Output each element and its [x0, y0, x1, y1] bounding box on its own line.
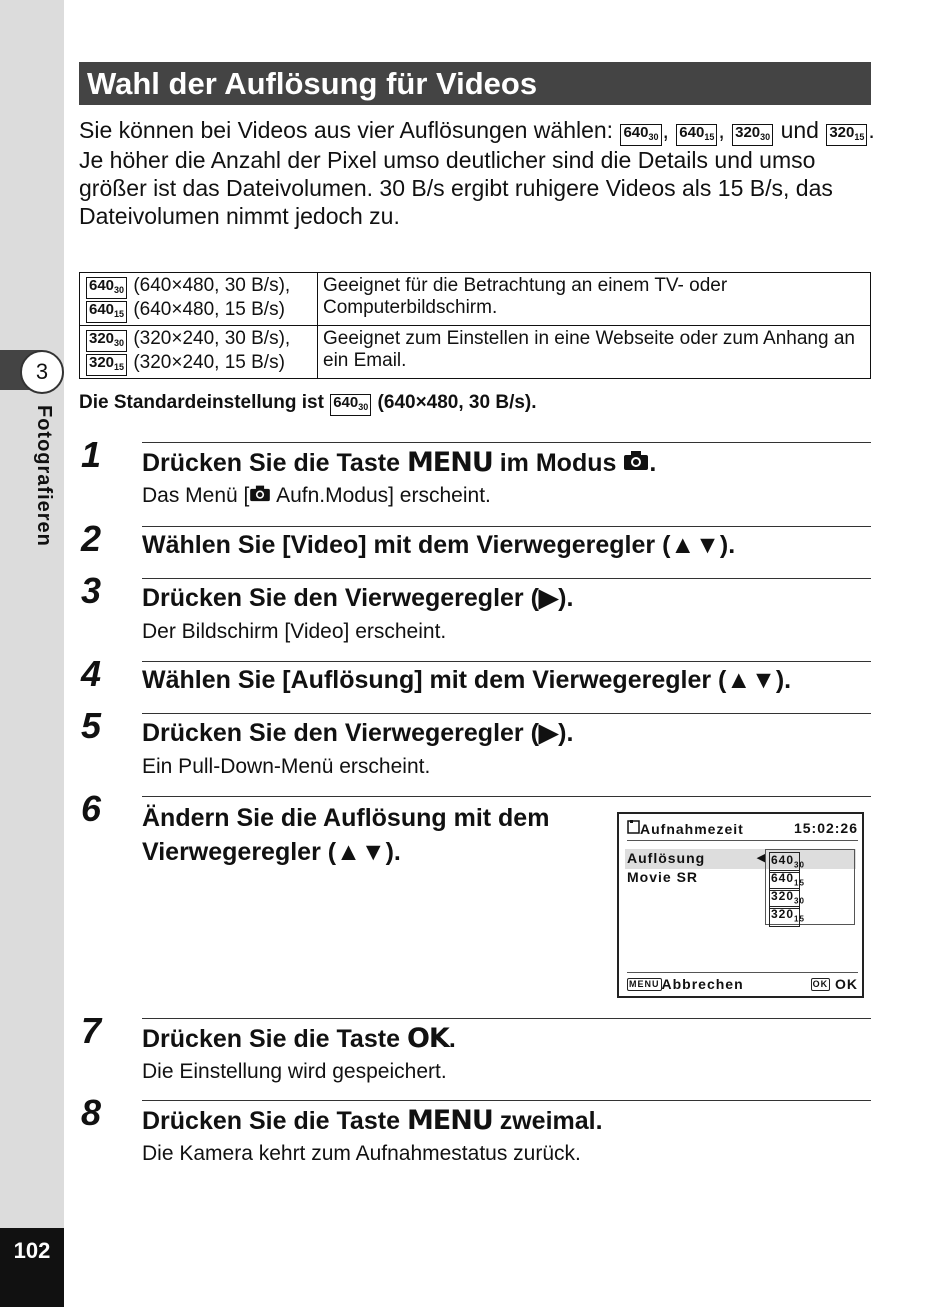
step-divider: [142, 526, 871, 527]
res-value: 320: [89, 330, 115, 347]
res-fps: 30: [760, 132, 771, 142]
step-heading: Drücken Sie die Taste MENU im Modus .: [142, 447, 657, 478]
step-heading-text: .: [448, 1025, 456, 1053]
lcd-time: 15:02:26: [793, 820, 858, 836]
step-number: 3: [81, 570, 102, 611]
res-value: 320: [89, 354, 115, 371]
res-640-15-icon: [86, 301, 127, 323]
step-heading-text: Drücken Sie die Taste: [142, 1107, 400, 1135]
res-value: 320: [771, 889, 795, 903]
step-divider: [142, 1018, 871, 1019]
res-value: 640: [89, 301, 115, 318]
res-640-30-icon: [330, 394, 371, 416]
menu-key-icon: MENU: [629, 979, 660, 989]
lcd-footer: [627, 972, 858, 992]
res-fps: 30: [794, 896, 805, 906]
res-value: 640: [679, 124, 705, 141]
res-320-15-icon: [86, 354, 127, 376]
camera-mode-icon: [623, 449, 649, 477]
res-320-30-icon: [732, 124, 773, 146]
step-heading: Wählen Sie [Auflösung] mit dem Vierwegeregler (▲▼).: [142, 666, 792, 694]
res-fps: 15: [114, 362, 125, 372]
page-title: Wahl der Auflösung für Videos: [79, 62, 871, 105]
step-number: 7: [81, 1010, 102, 1051]
lcd-dropdown: [765, 849, 855, 925]
res-fps: 30: [114, 285, 125, 295]
res-value: 320: [735, 124, 761, 141]
intro-para2: Je höher die Anzahl der Pixel umso deutlicher sind die Details und umso größer ist das Dateivolumen. 30 B/s ergibt ruhigere Videos als 15 B/s, das Dateivolumen nimmt jedoch zu.: [79, 147, 833, 229]
res-value: 640: [771, 853, 795, 867]
res-640-30-icon: [620, 124, 661, 146]
step-description: Ein Pull-Down-Menü erscheint.: [142, 755, 431, 778]
step-heading-text: Drücken Sie die Taste: [142, 449, 400, 477]
intro-and: und: [780, 117, 819, 143]
lcd-ok: [811, 976, 858, 992]
lcd-cancel-text: Abbrechen: [661, 976, 744, 992]
res-fps: 15: [114, 309, 125, 319]
res-fps: 30: [794, 860, 805, 870]
intro-line1-text: Sie können bei Videos aus vier Auflösungen wählen:: [79, 117, 614, 143]
res-value: 640: [89, 277, 115, 294]
res-fps: 15: [794, 878, 805, 888]
res-text: (640×480, 30 B/s),: [133, 275, 291, 296]
chapter-number: 3: [20, 350, 64, 394]
step-divider: [142, 578, 871, 579]
step-number: 2: [81, 518, 102, 559]
res-text: (640×480, 15 B/s): [133, 299, 285, 320]
res-fps: 15: [794, 914, 805, 924]
step-heading: [142, 1023, 456, 1054]
camera-lcd-screen: [617, 812, 864, 998]
page-number: 102: [0, 1228, 64, 1307]
res-320-15-icon: [826, 124, 867, 146]
step-heading: Drücken Sie den Vierwegeregler (▶).: [142, 584, 574, 612]
step-heading-text: zweimal.: [499, 1107, 603, 1135]
step-divider: [142, 1100, 871, 1101]
res-value: 640: [333, 394, 359, 411]
res-fps: 30: [358, 402, 369, 412]
res-fps: 30: [648, 132, 659, 142]
step-divider: [142, 661, 871, 662]
res-fps: 30: [114, 338, 125, 348]
lcd-ok-text: OK: [835, 976, 858, 992]
res-640-30-icon: [86, 277, 127, 299]
video-mode-icon: [627, 821, 640, 837]
res-text: (320×240, 15 B/s): [133, 352, 285, 373]
step-number: 8: [81, 1092, 102, 1133]
triangle-left-icon: ◀: [757, 852, 767, 864]
res-text: (320×240, 30 B/s),: [133, 328, 291, 349]
lcd-option-320-15: [769, 906, 805, 927]
lcd-menu-item-resolution: Auflösung: [627, 850, 706, 866]
step-divider: [142, 442, 871, 443]
chapter-title: Fotografieren: [33, 405, 55, 547]
intro-text: [79, 116, 879, 230]
step-divider: [142, 796, 871, 797]
intro-line1: Sie können bei Videos aus vier Auflösungen wählen: $640_{30}$ , $640_{15}$ , $320_{30}$ und $320_{15}$ .: [79, 116, 879, 146]
step-description: Die Einstellung wird gespeichert.: [142, 1060, 447, 1083]
camera-mode-icon: [249, 484, 271, 507]
default-note: [79, 392, 537, 416]
res-value: 320: [829, 124, 855, 141]
sidebar: [0, 0, 64, 1307]
res-640-15-icon: [676, 124, 717, 146]
default-note-text: Die Standardeinstellung ist: [79, 392, 324, 413]
step-heading: Ändern Sie die Auflösung mit dem Vierwegeregler (▲▼).: [142, 804, 550, 866]
table-cell-resolutions: [80, 326, 318, 379]
table-cell-description: Geeignet zum Einstellen in eine Webseite oder zum Anhang an ein Email.: [318, 326, 871, 379]
res-value: 320: [771, 907, 795, 921]
step-heading-text: im Modus: [499, 449, 617, 477]
menu-key-label: MENU: [406, 447, 493, 478]
res-value: 640: [771, 871, 795, 885]
ok-key-icon: OK: [812, 979, 829, 989]
res-fps: 15: [854, 132, 865, 142]
ok-key-label: OK: [406, 1023, 449, 1054]
step-heading: [142, 1105, 603, 1136]
step-description: [142, 484, 491, 508]
table-row: [80, 326, 871, 379]
res-value: 640: [623, 124, 649, 141]
step-number: 1: [81, 434, 102, 475]
lcd-title-text: Aufnahmezeit: [640, 821, 744, 837]
lcd-title: [627, 820, 744, 837]
table-cell-resolutions: [80, 273, 318, 326]
step-description-text: Das Menü [: [142, 484, 250, 507]
default-note-value: (640×480, 30 B/s).: [377, 392, 537, 413]
step-divider: [142, 713, 871, 714]
menu-key-label: MENU: [406, 1105, 493, 1136]
step-number: 4: [81, 653, 102, 694]
step-number: 6: [81, 788, 102, 829]
res-fps: 15: [704, 132, 715, 142]
lcd-cancel: [627, 976, 744, 992]
lcd-menu-item-movie-sr: Movie SR: [627, 869, 699, 885]
step-heading: Drücken Sie den Vierwegeregler (▶).: [142, 719, 574, 747]
lcd-header: [627, 820, 858, 841]
step-description: Der Bildschirm [Video] erscheint.: [142, 620, 447, 643]
step-description-text: Aufn.Modus] erscheint.: [276, 484, 491, 507]
res-320-30-icon: [86, 330, 127, 352]
step-description: Die Kamera kehrt zum Aufnahmestatus zurück.: [142, 1142, 581, 1165]
table-cell-description: Geeignet für die Betrachtung an einem TV- oder Computerbildschirm.: [318, 273, 871, 326]
resolution-table: [79, 272, 871, 379]
step-heading: Wählen Sie [Video] mit dem Vierwegeregler (▲▼).: [142, 531, 736, 559]
step-number: 5: [81, 705, 102, 746]
table-row: [80, 273, 871, 326]
step-heading-text: Drücken Sie die Taste: [142, 1025, 400, 1053]
